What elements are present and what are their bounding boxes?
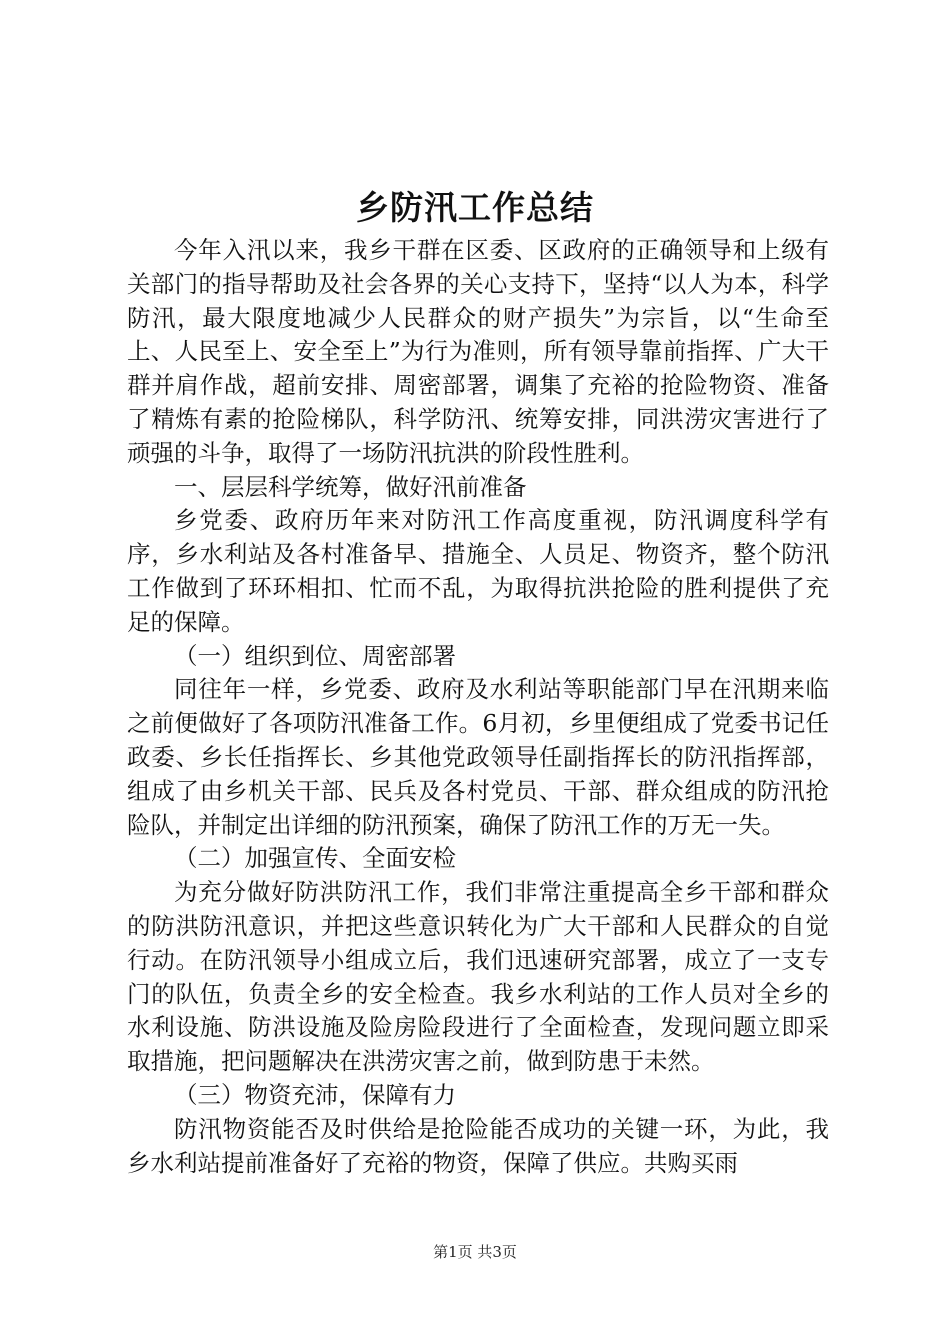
paragraph-subsection-1: 同往年一样，乡党委、政府及水利站等职能部门早在汛期来临之前便做好了各项防汛准备工作。6月初，乡里便组成了党委书记任政委、乡长任指挥长、乡其他党政领导任副指挥长的防汛指挥部，组成了由乡机关干部、民兵及各村党员、干部、群众组成的防汛抢险队，并制定出详细的防汛预案，确保了防汛工作的万无一失。 — [127, 675, 829, 839]
document-title: 乡防汛工作总结 — [356, 188, 594, 227]
paragraph-section-1: 乡党委、政府历年来对防汛工作高度重视，防汛调度科学有序，乡水利站及各村准备早、措施全、人员足、物资齐，整个防汛工作做到了环环相扣、忙而不乱，为取得抗洪抢险的胜利提供了充足的保障。 — [127, 506, 829, 636]
subsection-heading-2: （二）加强宣传、全面安检 — [174, 844, 456, 873]
paragraph-subsection-3: 防汛物资能否及时供给是抢险能否成功的关键一环，为此，我乡水利站提前准备好了充裕的物资，保障了供应。共购买雨 — [127, 1114, 829, 1177]
section-heading-1: 一、层层科学统筹，做好汛前准备 — [174, 472, 527, 501]
subsection-heading-1: （一）组织到位、周密部署 — [174, 641, 456, 670]
page-number-footer: 第1页 共3页 — [433, 1243, 517, 1261]
subsection-heading-3: （三）物资充沛，保障有力 — [174, 1080, 456, 1109]
document-body — [127, 234, 829, 1180]
paragraph-intro: 今年入汛以来，我乡干群在区委、区政府的正确领导和上级有关部门的指导帮助及社会各界的关心支持下，坚持“以人为本，科学防汛，最大限度地减少人民群众的财产损失”为宗旨，以“生命至上、人民至上、安全至上”为行为准则，所有领导靠前指挥、广大干群并肩作战，超前安排、周密部署，调集了充裕的抢险物资、准备了精炼有素的抢险梯队，科学防汛、统筹安排，同洪涝灾害进行了顽强的斗争，取得了一场防汛抗洪的阶段性胜利。 — [127, 236, 829, 467]
paragraph-subsection-2: 为充分做好防洪防汛工作，我们非常注重提高全乡干部和群众的防洪防汛意识，并把这些意识转化为广大干部和人民群众的自觉行动。在防汛领导小组成立后，我们迅速研究部署，成立了一支专门的队伍，负责全乡的安全检查。我乡水利站的工作人员对全乡的水利设施、防洪设施及险房险段进行了全面检查，发现问题立即采取措施，把问题解决在洪涝灾害之前，做到防患于未然。 — [127, 878, 829, 1076]
